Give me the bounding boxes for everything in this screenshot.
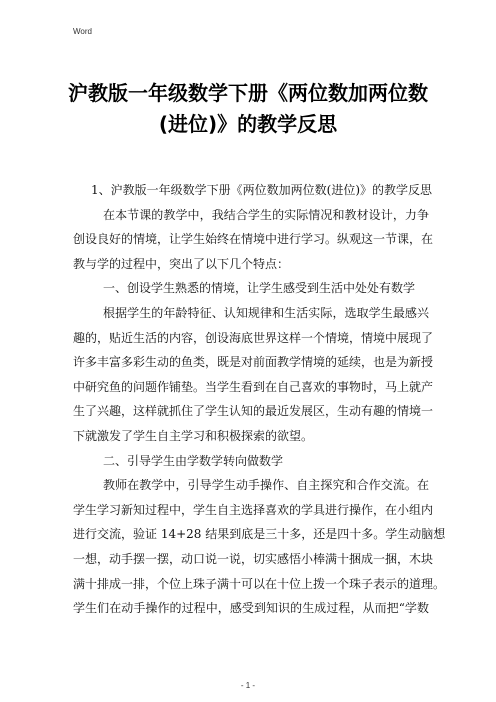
paragraph-line: 一想，动手摆一摆，动口说一说，切实感悟小棒满十捆成一捆，木块 — [73, 551, 434, 566]
subheading-line: 二、引导学生由学数学转向做数学 — [103, 453, 284, 468]
document-title-line-1: 沪教版一年级数学下册《两位数加两位数 — [68, 81, 428, 105]
paragraph-line: 在本节课的教学中，我结合学生的实际情况和教材设计，力争 — [103, 207, 429, 222]
paragraph-line: 根据学生的年龄特征、认知规律和生活实际，选取学生最感兴 — [103, 305, 429, 320]
paragraph-line: 教与学的过程中，突出了以下几个特点： — [73, 256, 290, 271]
paragraph-line: 学生们在动手操作的过程中，感受到知识的生成过程，从而把“学数 — [73, 601, 429, 616]
paragraph-line: 学生学习新知过程中，学生自主选择喜欢的学具进行操作，在小组内 — [73, 502, 434, 517]
paragraph-line: 进行交流，验证 14+28 结果到底是三十多，还是四十多。学生动脑想 — [73, 527, 446, 542]
paragraph-line: 下就激发了学生自主学习和积极探索的欲望。 — [73, 428, 314, 443]
paragraph-line: 趣的，贴近生活的内容，创设海底世界这样一个情境，情境中展现了 — [73, 330, 434, 345]
header-word-label: Word — [73, 27, 92, 36]
document-body — [73, 178, 446, 621]
document-title-line-2: (进位)》的教学反思 — [158, 112, 338, 136]
paragraph-line: 教师在教学中，引导学生动手操作、自主探究和合作交流。在 — [103, 478, 429, 493]
paragraph-line: 中研究鱼的问题作铺垫。当学生看到在自己喜欢的事物时，马上就产 — [73, 379, 434, 394]
subheading-line: 一、创设学生熟悉的情境，让学生感受到生活中处处有数学 — [103, 281, 416, 296]
page-number: - 1 - — [240, 681, 256, 690]
paragraph-line: 满十排成一排，个位上珠子满十可以在十位上拨一个珠子表示的道理。 — [73, 576, 446, 591]
paragraph-line: 生了兴趣，这样就抓住了学生认知的最近发展区，生动有趣的情境一 — [73, 404, 434, 419]
paragraph-line: 许多丰富多彩生动的鱼类，既是对前面教学情境的延续，也是为新授 — [73, 355, 434, 370]
section-heading: 1、沪教版一年级数学下册《两位数加两位数(进位)》的教学反思 — [91, 183, 433, 197]
paragraph-line: 创设良好的情境，让学生始终在情境中进行学习。纵观这一节课，在 — [73, 232, 434, 247]
